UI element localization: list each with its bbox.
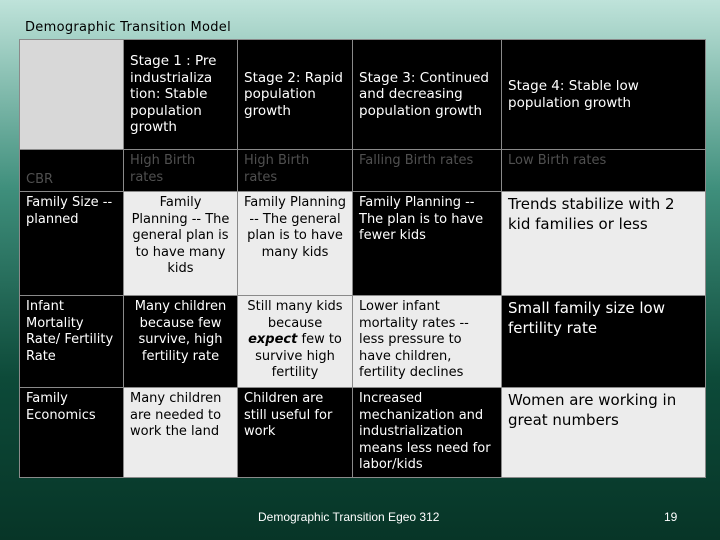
family-size-stage-4: Trends stabilize with 2 kid families or less — [502, 192, 706, 296]
header-stage-4: Stage 4: Stable low population growth — [502, 40, 706, 150]
page-number: 19 — [664, 510, 678, 524]
header-blank-cell — [20, 40, 124, 150]
header-stage-3: Stage 3: Continued and decreasing population growth — [353, 40, 502, 150]
infant-mortality-stage-4: Small family size low fertility rate — [502, 296, 706, 388]
emphasis-expect: expect — [248, 332, 298, 347]
cbr-stage-3: Falling Birth rates — [353, 150, 502, 192]
table-row-family-size — [20, 192, 706, 296]
cbr-stage-4: Low Birth rates — [502, 150, 706, 192]
slide-title: Demographic Transition Model — [25, 20, 232, 35]
family-size-stage-1: Family Planning -- The general plan is to have many kids — [124, 192, 238, 296]
row-label-family-economics: Family Economics — [20, 388, 124, 478]
table-header-row — [20, 40, 706, 150]
header-stage-2: Stage 2: Rapid population growth — [238, 40, 353, 150]
infant-mortality-stage-2: Still many kids because expect few to survive high fertility — [238, 296, 353, 388]
family-economics-stage-1: Many children are needed to work the land — [124, 388, 238, 478]
family-economics-stage-4: Women are working in great numbers — [502, 388, 706, 478]
row-label-family-size: Family Size -- planned — [20, 192, 124, 296]
row-label-infant-mortality: Infant Mortality Rate/ Fertility Rate — [20, 296, 124, 388]
family-size-stage-3: Family Planning -- The plan is to have fewer kids — [353, 192, 502, 296]
family-economics-stage-3: Increased mechanization and industrialization means less need for labor/kids — [353, 388, 502, 478]
slide-footer: Demographic Transition Egeo 312 — [258, 510, 440, 524]
row-label-cbr: CBR — [20, 150, 124, 192]
cbr-stage-1: High Birth rates — [124, 150, 238, 192]
table-row-infant-mortality — [20, 296, 706, 388]
family-size-stage-2: Family Planning -- The general plan is to have many kids — [238, 192, 353, 296]
infant-mortality-stage-3: Lower infant mortality rates -- less pressure to have children, fertility declines — [353, 296, 502, 388]
infant-mortality-stage-1: Many children because few survive, high fertility rate — [124, 296, 238, 388]
header-stage-1: Stage 1 : Pre industrializa tion: Stable population growth — [124, 40, 238, 150]
family-economics-stage-2: Children are still useful for work — [238, 388, 353, 478]
table-row-family-economics — [20, 388, 706, 478]
cbr-stage-2: High Birth rates — [238, 150, 353, 192]
demographic-transition-table — [19, 39, 706, 478]
table-row-cbr — [20, 150, 706, 192]
